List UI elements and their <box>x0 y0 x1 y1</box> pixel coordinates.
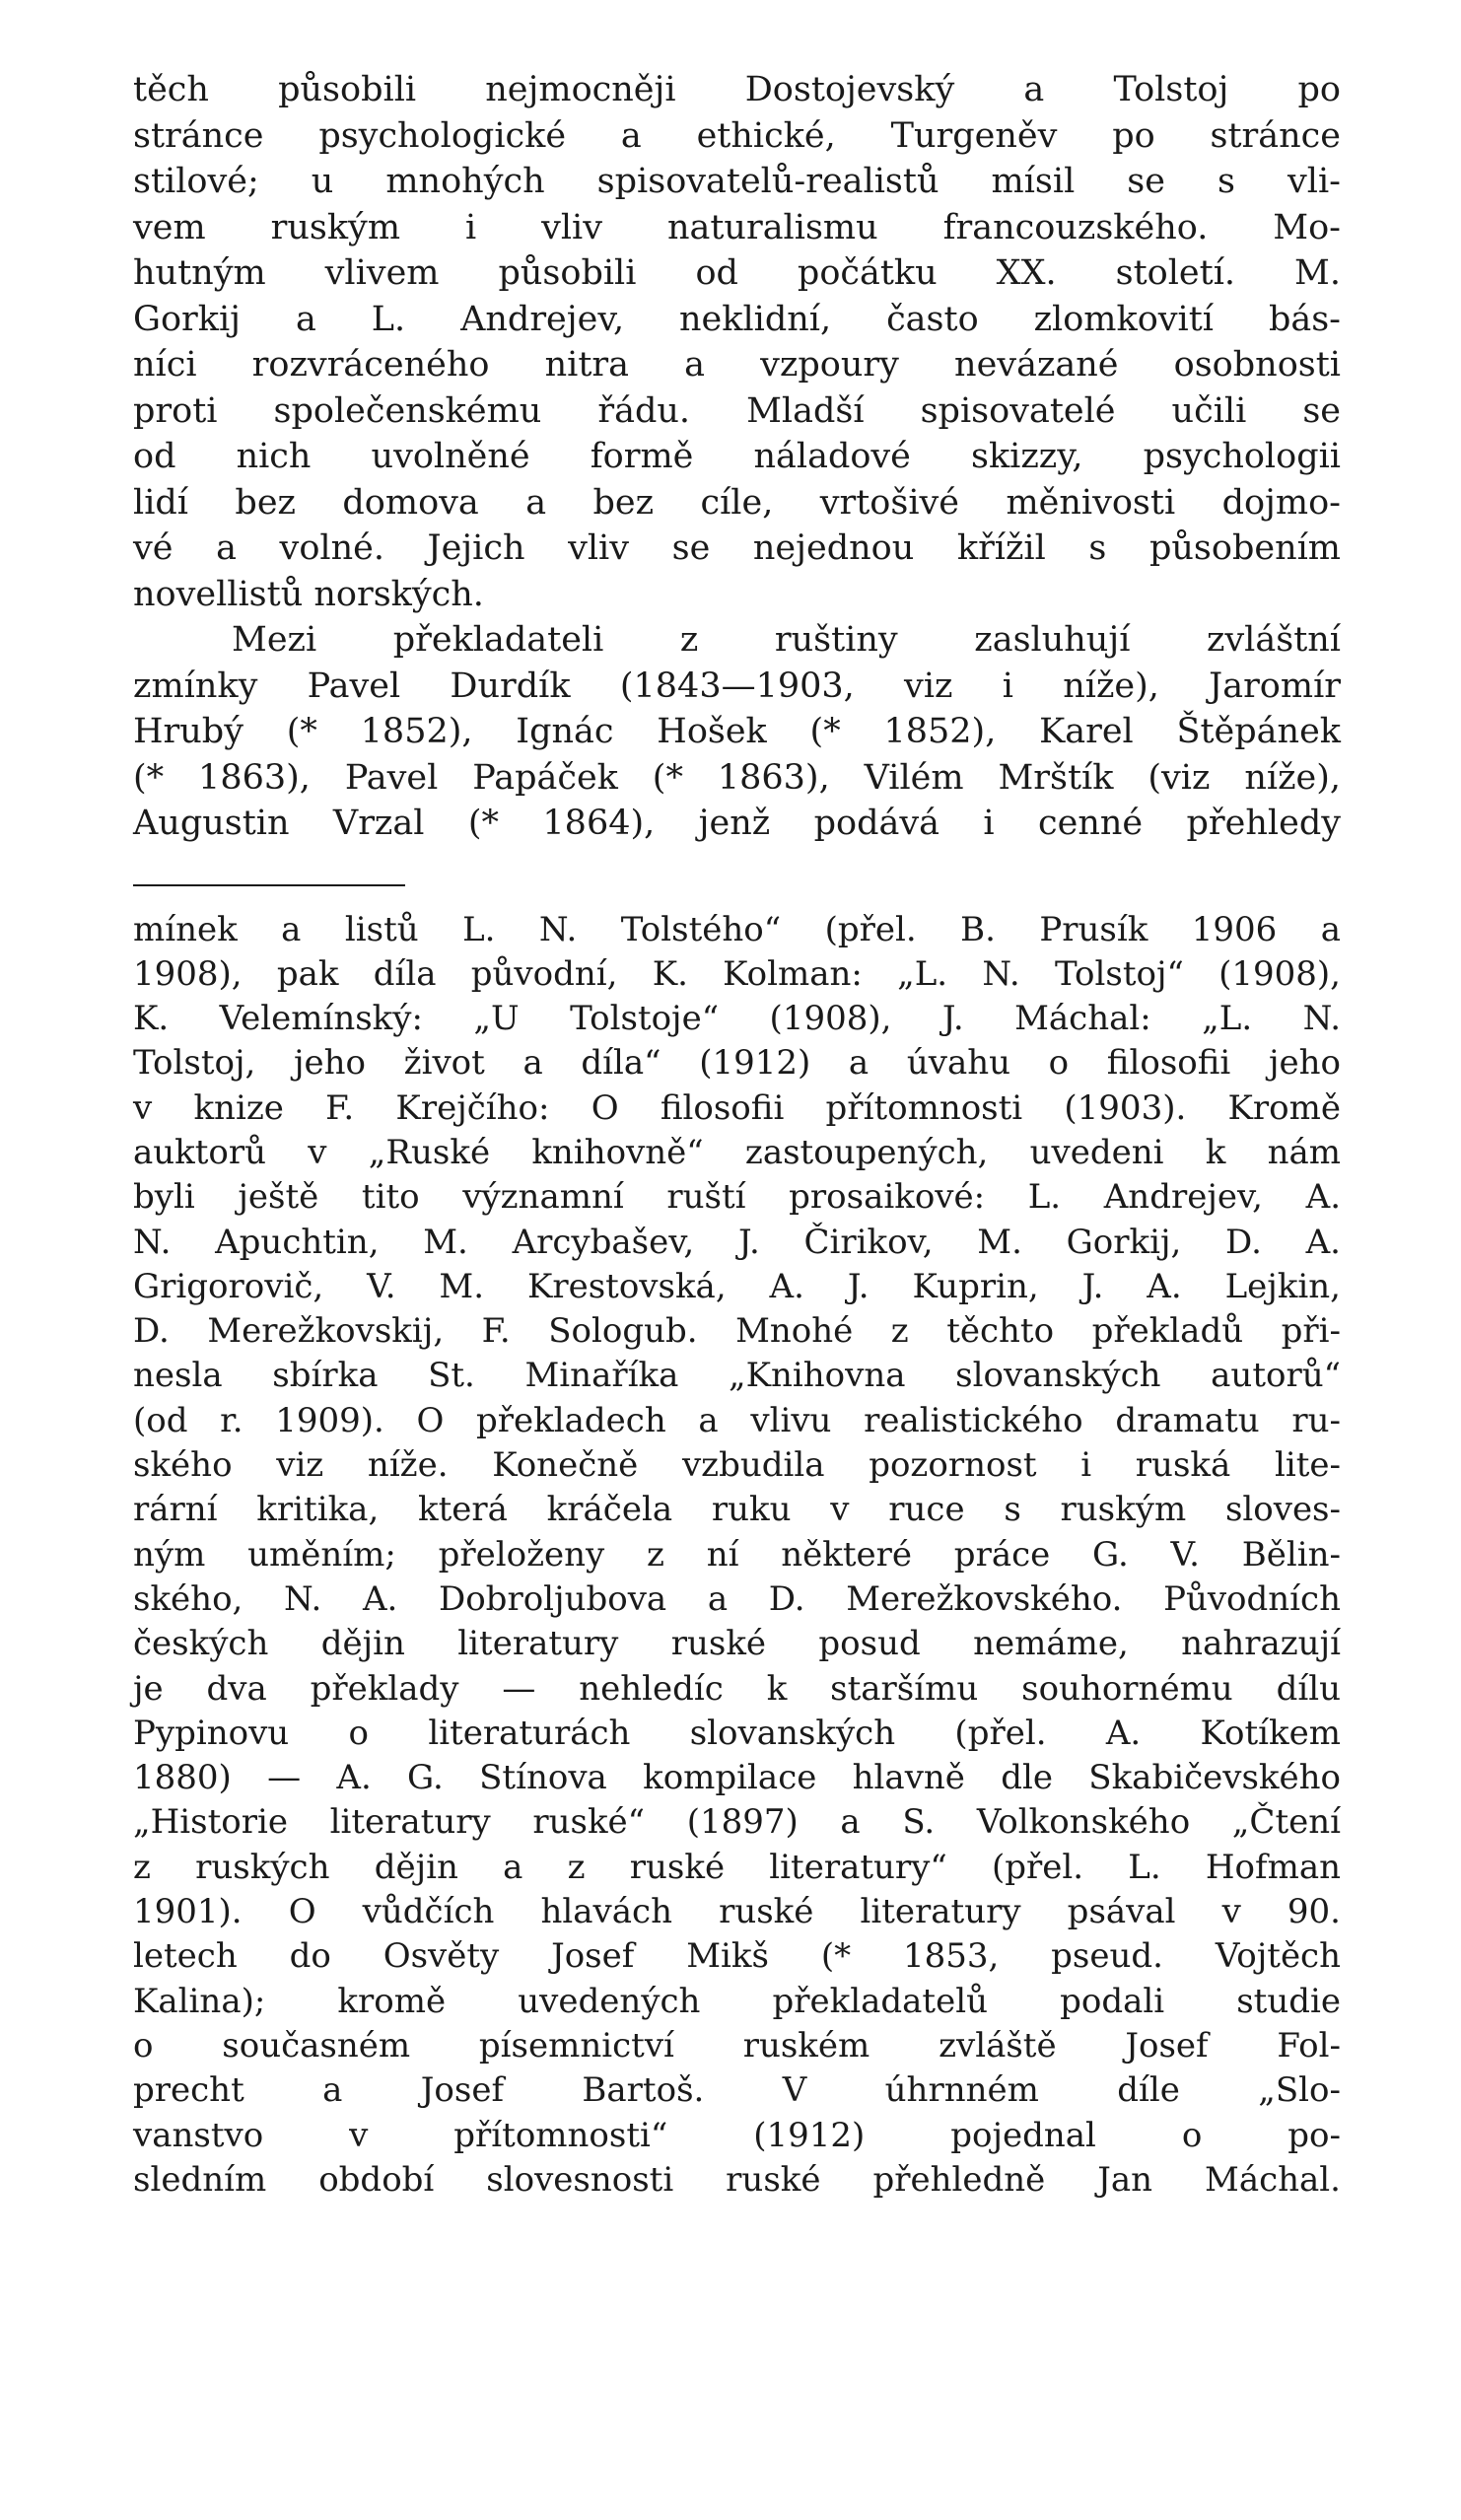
main-text-line: Gorkij a L. Andrejev, neklidní, často zlomkovití bás- <box>133 299 1341 339</box>
footnote-line: sledním období slovesnosti ruské přehledně Jan Máchal. <box>133 2159 1341 2200</box>
footnote-line: 1880) — A. G. Stínova kompilace hlavně dle Skabičevského <box>133 1758 1341 1798</box>
footnote-line: mínek a listů L. N. Tolstého“ (přel. B. Prusík 1906 a <box>133 909 1341 949</box>
main-text-line: proti společenskému řádu. Mladší spisovatelé učili se <box>133 390 1341 431</box>
main-text-block <box>133 67 1341 847</box>
main-text-line: níci rozvráceného nitra a vzpoury nevázané osobnosti <box>133 345 1341 385</box>
main-text-line: (* 1863), Pavel Papáček (* 1863), Vilém Mrštík (viz níže), <box>133 757 1341 798</box>
footnote-line: Tolstoj, jeho život a díla“ (1912) a úvahu o filosofii jeho <box>133 1043 1341 1084</box>
footnote-block <box>133 908 1341 2204</box>
main-text-line: vé a volné. Jejich vliv se nejednou křížil s působením <box>133 528 1341 568</box>
footnote-line: byli ještě tito významní ruští prosaikové: L. Andrejev, A. <box>133 1177 1341 1218</box>
footnote-line: Grigorovič, V. M. Krestovská, A. J. Kuprin, J. A. Lejkin, <box>133 1266 1341 1306</box>
main-text-line: zmínky Pavel Durdík (1843—1903, viz i níže), Jaromír <box>133 665 1341 706</box>
main-text-line: stránce psychologické a ethické, Turgeněv po stránce <box>133 115 1341 156</box>
main-text-line: těch působili nejmocněji Dostojevský a Tolstoj po <box>133 70 1341 109</box>
footnote-line: vanstvo v přítomnosti“ (1912) pojednal o po- <box>133 2115 1341 2155</box>
footnote-line: 1908), pak díla původní, K. Kolman: „L. N. Tolstoj“ (1908), <box>133 953 1341 994</box>
footnote-line: českých dějin literatury ruské posud nemáme, nahrazují <box>133 1624 1341 1664</box>
footnote-line: rární kritika, která kráčela ruku v ruce s ruským sloves- <box>133 1490 1341 1530</box>
footnote-line: ným uměním; přeloženy z ní některé práce G. V. Bělin- <box>133 1534 1341 1575</box>
main-text-line: od nich uvolněné formě náladové skizzy, psychologii <box>133 437 1341 476</box>
footnote-line: (od r. 1909). O překladech a vlivu realistického dramatu ru- <box>133 1400 1341 1440</box>
main-text-line: novellistů norských. <box>133 574 484 614</box>
main-text-line: lidí bez domova a bez cíle, vrtošivé měnivosti dojmo- <box>133 482 1341 523</box>
main-text-line: hutným vlivem působili od počátku XX. století. M. <box>133 253 1341 293</box>
footnote-line: o současném písemnictví ruském zvláště Josef Fol- <box>133 2025 1341 2065</box>
footnote-line: D. Merežkovskij, F. Sologub. Mnohé z těchto překladů při- <box>133 1311 1341 1352</box>
footnote-line: precht a Josef Bartoš. V úhrnném díle „Slo- <box>133 2070 1341 2111</box>
footnote-line: ského, N. A. Dobroljubova a D. Merežkovského. Původních <box>133 1578 1341 1619</box>
footnote-divider <box>133 884 405 886</box>
main-text-line: Mezi překladateli z ruštiny zasluhují zvláštní <box>232 620 1341 660</box>
footnote-line: „Historie literatury ruské“ (1897) a S. Volkonského „Čtení <box>133 1802 1341 1843</box>
main-text-line: stilové; u mnohých spisovatelů-realistů mísil se s vli- <box>133 162 1341 201</box>
main-text-line: Hrubý (* 1852), Ignác Hošek (* 1852), Karel Štěpánek <box>133 712 1341 751</box>
footnote-line: je dva překlady — nehledíc k staršímu souhornému dílu <box>133 1668 1341 1709</box>
footnote-line: N. Apuchtin, M. Arcybašev, J. Čirikov, M. Gorkij, D. A. <box>133 1222 1341 1262</box>
footnote-line: nesla sbírka St. Minaříka „Knihovna slovanských autorů“ <box>133 1356 1341 1396</box>
footnote-line: z ruských dějin a z ruské literatury“ (přel. L. Hofman <box>133 1847 1341 1887</box>
main-text-line: vem ruským i vliv naturalismu francouzského. Mo- <box>133 207 1341 247</box>
footnote-line: Kalina); kromě uvedených překladatelů podali studie <box>133 1981 1341 2021</box>
footnote-line: auktorů v „Ruské knihovně“ zastoupených, uvedeni k nám <box>133 1132 1341 1172</box>
main-text-line: Augustin Vrzal (* 1864), jenž podává i cenné přehledy <box>133 804 1341 843</box>
footnote-line: v knize F. Krejčího: O filosofii přítomnosti (1903). Kromě <box>133 1087 1341 1128</box>
book-page <box>133 67 1341 2203</box>
footnote-line: K. Velemínský: „U Tolstoje“ (1908), J. Máchal: „L. N. <box>133 999 1341 1039</box>
footnote-line: 1901). O vůdčích hlavách ruské literatury psával v 90. <box>133 1892 1341 1932</box>
footnote-line: letech do Osvěty Josef Mikš (* 1853, pseud. Vojtěch <box>133 1936 1341 1977</box>
footnote-line: Pypinovu o literaturách slovanských (přel. A. Kotíkem <box>133 1713 1341 1753</box>
footnote-line: ského viz níže. Konečně vzbudila pozornost i ruská lite- <box>133 1445 1341 1486</box>
